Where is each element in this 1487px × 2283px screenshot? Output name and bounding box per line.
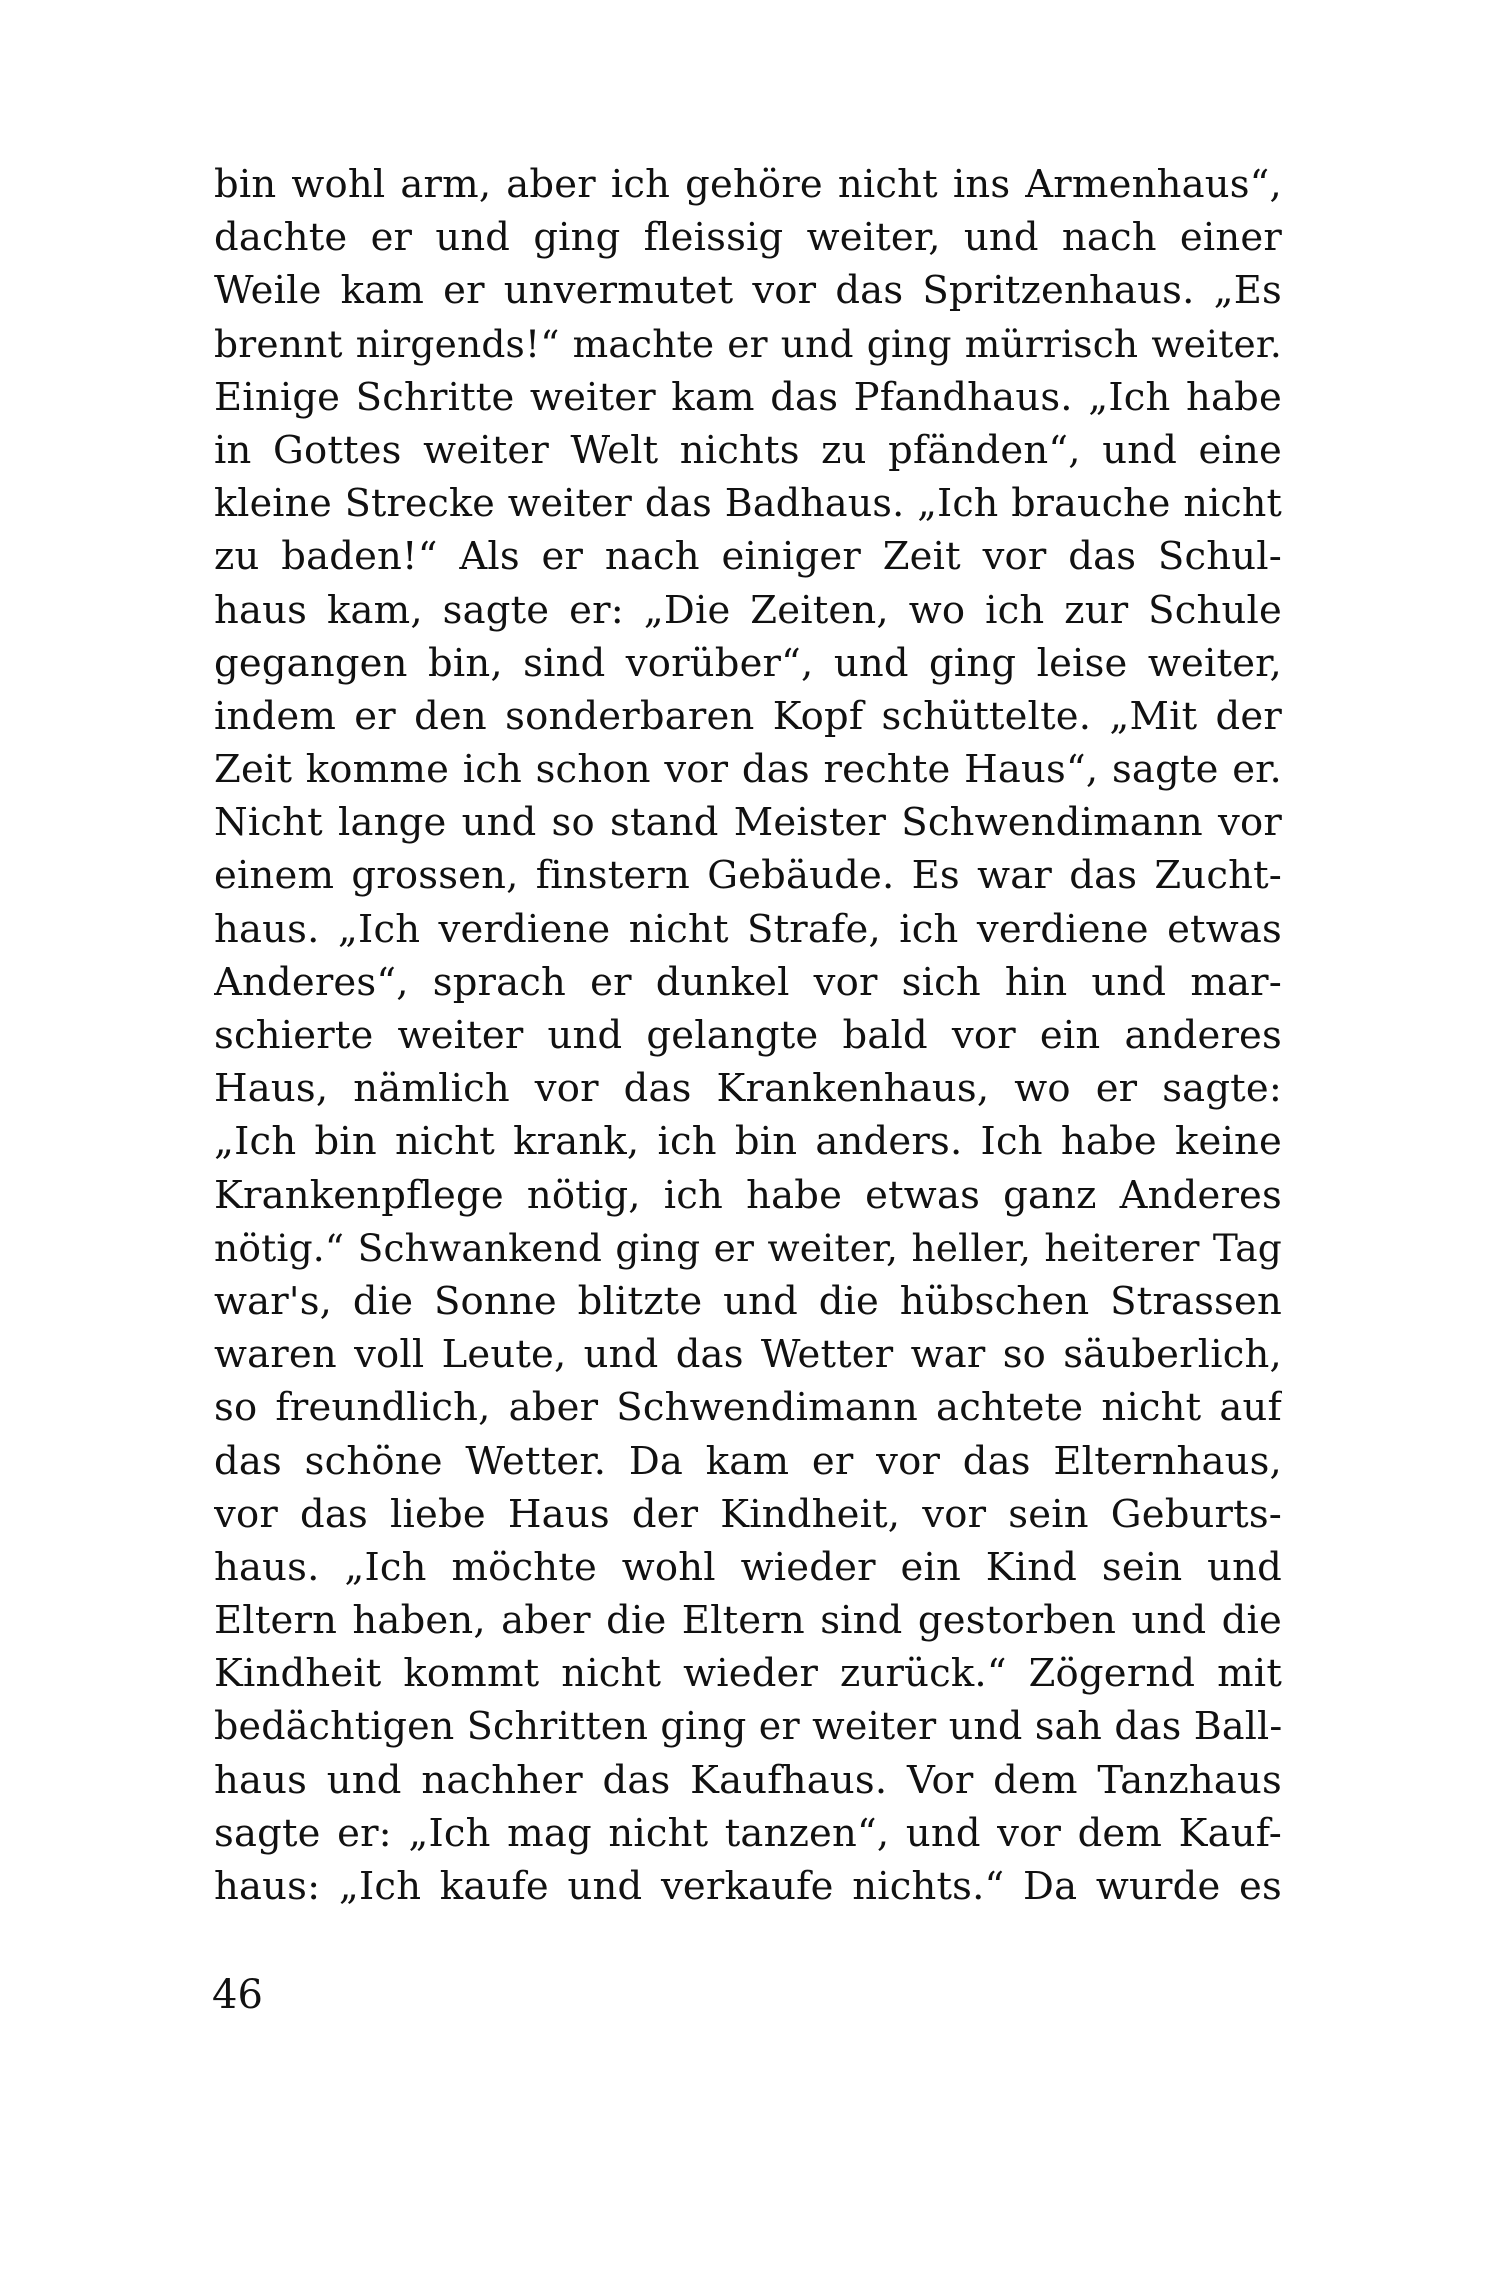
- text-line: indem er den sonderbaren Kopf schüttelte. „Mit der: [214, 693, 1282, 739]
- text-line: haus: „Ich kaufe und verkaufe nichts.“ Da wurde es: [214, 1864, 1282, 1909]
- text-line: nötig.“ Schwankend ging er weiter, heller, heiterer Tag: [214, 1225, 1282, 1270]
- text-line: Krankenpflege nötig, ich habe etwas ganz Anderes: [214, 1172, 1282, 1218]
- text-line: „Ich bin nicht krank, ich bin anders. Ich habe keine: [214, 1119, 1282, 1165]
- text-line: bin wohl arm, aber ich gehöre nicht ins Armenhaus“,: [214, 162, 1282, 207]
- body-text: [214, 158, 1282, 1913]
- text-line: haus kam, sagte er: „Die Zeiten, wo ich zur Schule: [214, 587, 1282, 633]
- text-line: waren voll Leute, und das Wetter war so säuberlich,: [214, 1332, 1282, 1378]
- text-line: gegangen bin, sind vorüber“, und ging leise weiter,: [214, 640, 1282, 686]
- text-line: zu baden!“ Als er nach einiger Zeit vor das Schul-: [214, 534, 1282, 580]
- text-line: haus. „Ich verdiene nicht Strafe, ich verdiene etwas: [214, 906, 1282, 952]
- text-line: haus. „Ich möchte wohl wieder ein Kind sein und: [214, 1544, 1282, 1590]
- text-line: Haus, nämlich vor das Krankenhaus, wo er sagte:: [214, 1066, 1282, 1112]
- page-number: 46: [212, 1972, 263, 2018]
- text-line: so freundlich, aber Schwendimann achtete nicht auf: [214, 1385, 1282, 1431]
- text-line: dachte er und ging fleissig weiter, und nach einer: [214, 215, 1282, 261]
- text-line: Einige Schritte weiter kam das Pfandhaus. „Ich habe: [214, 374, 1282, 420]
- text-line: einem grossen, finstern Gebäude. Es war das Zucht-: [214, 853, 1282, 899]
- text-line: bedächtigen Schritten ging er weiter und sah das Ball-: [214, 1704, 1282, 1749]
- text-line: brennt nirgends!“ machte er und ging mürrisch weiter.: [214, 321, 1282, 366]
- text-line: war's, die Sonne blitzte und die hübschen Strassen: [214, 1278, 1282, 1324]
- text-line: Anderes“, sprach er dunkel vor sich hin und mar-: [214, 959, 1282, 1005]
- text-line: sagte er: „Ich mag nicht tanzen“, und vor dem Kauf-: [214, 1810, 1282, 1856]
- text-line: vor das liebe Haus der Kindheit, vor sein Geburts-: [214, 1491, 1282, 1537]
- text-line: Kindheit kommt nicht wieder zurück.“ Zögernd mit: [214, 1651, 1282, 1697]
- text-line: kleine Strecke weiter das Badhaus. „Ich brauche nicht: [214, 481, 1282, 526]
- text-line: das schöne Wetter. Da kam er vor das Elternhaus,: [214, 1438, 1282, 1484]
- text-line: in Gottes weiter Welt nichts zu pfänden“, und eine: [214, 427, 1282, 473]
- text-line: Zeit komme ich schon vor das rechte Haus“, sagte er.: [214, 747, 1282, 793]
- text-line: haus und nachher das Kaufhaus. Vor dem Tanzhaus: [214, 1757, 1282, 1803]
- text-line: Nicht lange und so stand Meister Schwendimann vor: [214, 800, 1282, 846]
- text-line: Weile kam er unvermutet vor das Spritzenhaus. „Es: [214, 268, 1282, 314]
- text-line: Eltern haben, aber die Eltern sind gestorben und die: [214, 1598, 1282, 1644]
- text-line: schierte weiter und gelangte bald vor ein anderes: [214, 1013, 1282, 1058]
